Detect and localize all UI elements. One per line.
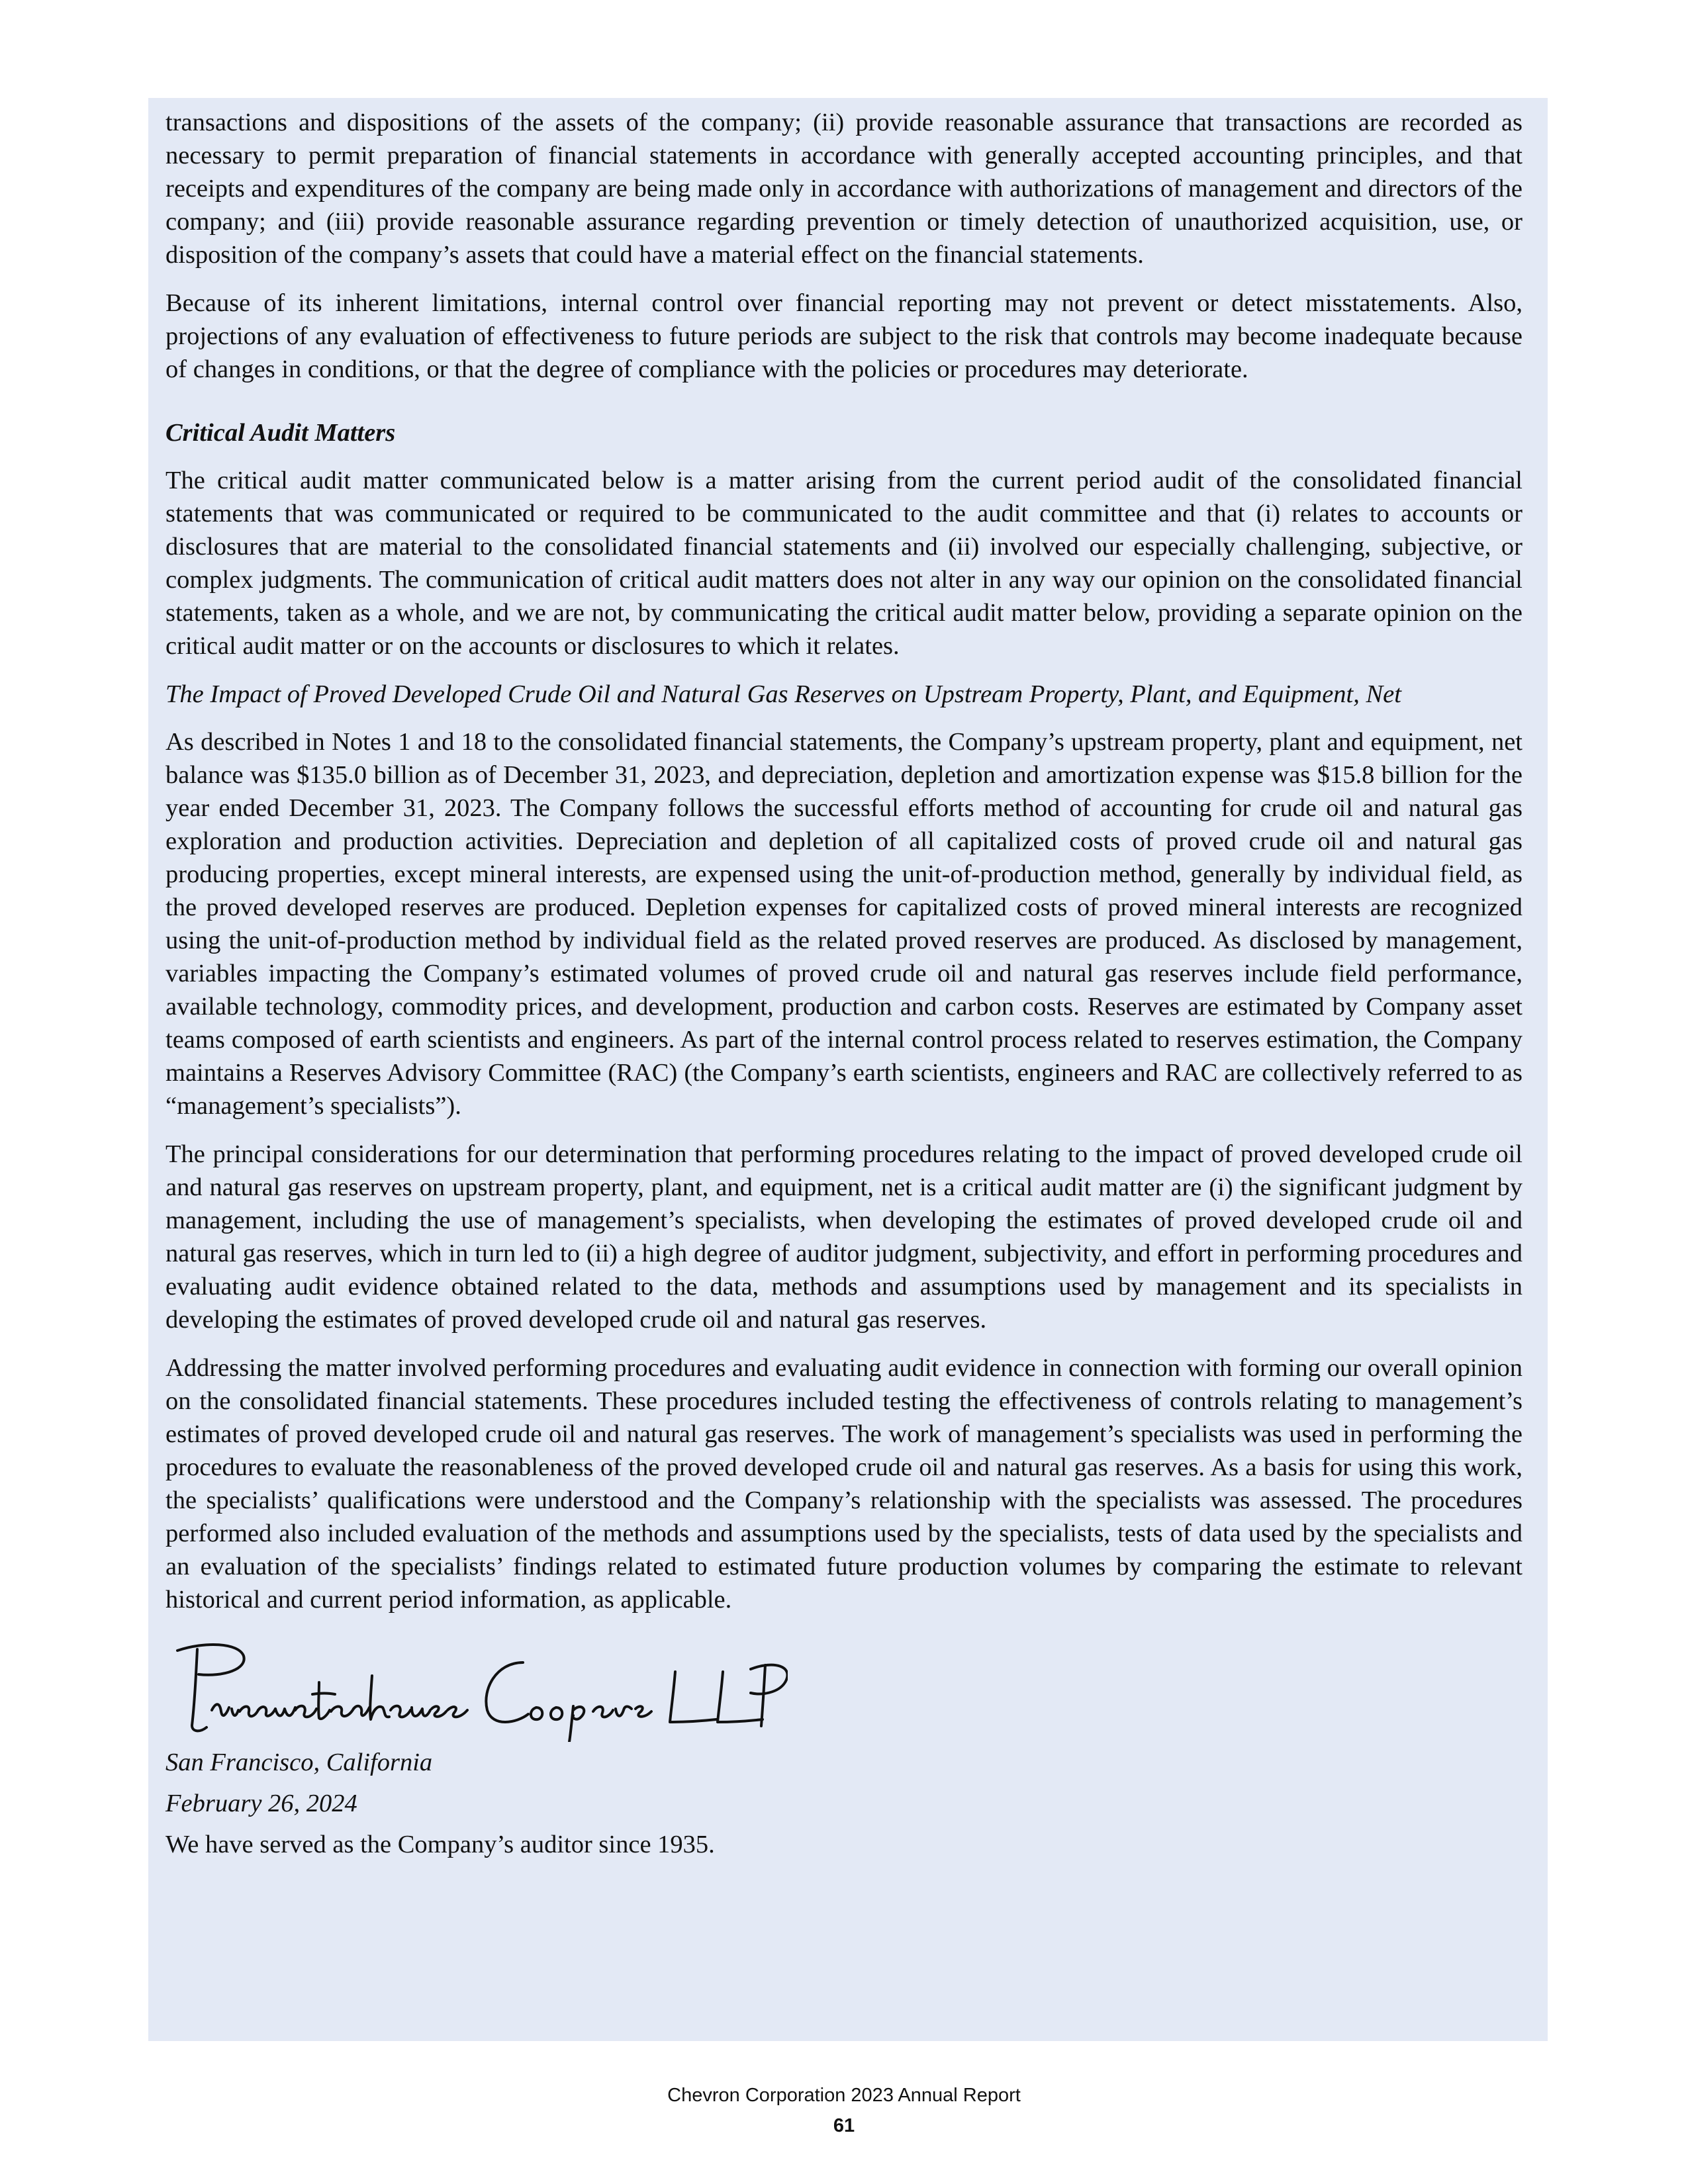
- critical-audit-matters-heading: Critical Audit Matters: [165, 419, 396, 447]
- paragraph-cam-intro: The critical audit matter communicated below is a matter arising from the current period audit of the consolidated financial statements that was communicated or required to be communicated to the audit committee and that (i) relates to accounts or disclosures that are material to the consolidated financial statements and (ii) involved our especially challenging, subjective, or complex judgments. The communication of critical audit matters does not alter in any way our opinion on the consolidated financial statements, taken as a whole, and we are not, by communicating the critical audit matter below, providing a separate opinion on the critical audit matter or on the accounts or disclosures to which it relates.: [165, 467, 1523, 660]
- paragraph-cam-description: As described in Notes 1 and 18 to the consolidated financial statements, the Company’s upstream property, plant and equipment, net balance was $135.0 billion as of December 31, 2023, and depreciation, depletion and amortization expense was $15.8 billion for the year ended December 31, 2023. The Company follows the successful efforts method of accounting for crude oil and natural gas exploration and production activities. Depreciation and depletion of all capitalized costs of proved crude oil and natural gas producing properties, except mineral interests, are expensed using the unit-of-production method, generally by individual field, as the proved developed reserves are produced. Depletion expenses for capitalized costs of proved mineral interests are recognized using the unit-of-production method by individual field as the related proved reserves are produced. As disclosed by management, variables impacting the Company’s estimated volumes of proved crude oil and natural gas reserves include field performance, available technology, commodity prices, and development, production and carbon costs. Reserves are estimated by Company asset teams composed of earth scientists and engineers. As part of the internal control process related to reserves estimation, the Company maintains a Reserves Advisory Committee (RAC) (the Company’s earth scientists, engineers and RAC are collectively referred to as “management’s specialists”).: [165, 728, 1523, 1120]
- auditor-report-content: [165, 106, 1523, 1865]
- footer-report-title: Chevron Corporation 2023 Annual Report: [667, 2085, 1021, 2106]
- paragraph-inherent-limitations: Because of its inherent limitations, internal control over financial reporting may not prevent or detect misstatements. Also, projections of any evaluation of effectiveness to future periods are subject to the risk that controls may become inadequate because of changes in conditions, or that the degree of compliance with the policies or procedures may deteriorate.: [165, 289, 1523, 383]
- auditor-tenure-statement: We have served as the Company’s auditor since 1935.: [165, 1831, 715, 1858]
- pwc-signature: [165, 1636, 788, 1742]
- footer-page-number: 61: [833, 2115, 855, 2136]
- cam-title: The Impact of Proved Developed Crude Oil and Natural Gas Reserves on Upstream Property, Plant, and Equipment, Net: [165, 680, 1401, 708]
- paragraph-cam-considerations: The principal considerations for our determination that performing procedures relating to the impact of proved developed crude oil and natural gas reserves on upstream property, plant, and equipment, net is a critical audit matter are (i) the significant judgment by management, including the use of management’s specialists, when developing the estimates of proved developed crude oil and natural gas reserves, which in turn led to (ii) a high degree of auditor judgment, subjectivity, and effort in performing procedures and evaluating audit evidence obtained related to the data, methods and assumptions used by management and its specialists in developing the estimates of proved developed crude oil and natural gas reserves.: [165, 1140, 1523, 1334]
- signature-place: San Francisco, California: [165, 1749, 433, 1776]
- signature-date: February 26, 2024: [165, 1790, 357, 1817]
- paragraph-internal-control-definition: transactions and dispositions of the assets of the company; (ii) provide reasonable assurance that transactions are recorded as necessary to permit preparation of financial statements in accordance with generally accepted accounting principles, and that receipts and expenditures of the company are being made only in accordance with authorizations of management and directors of the company; and (iii) provide reasonable assurance regarding prevention or timely detection of unauthorized acquisition, use, or disposition of the company’s assets that could have a material effect on the financial statements.: [165, 109, 1523, 269]
- paragraph-cam-addressing: Addressing the matter involved performing procedures and evaluating audit evidence in connection with forming our overall opinion on the consolidated financial statements. These procedures included testing the effectiveness of controls relating to management’s estimates of proved developed crude oil and natural gas reserves. The work of management’s specialists was used in performing the procedures to evaluate the reasonableness of the proved developed crude oil and natural gas reserves. As a basis for using this work, the specialists’ qualifications were understood and the Company’s relationship with the specialists was assessed. The procedures performed also included evaluation of the methods and assumptions used by the specialists, tests of data used by the specialists and an evaluation of the specialists’ findings related to estimated future production volumes by comparing the estimate to relevant historical and current period information, as applicable.: [165, 1354, 1523, 1614]
